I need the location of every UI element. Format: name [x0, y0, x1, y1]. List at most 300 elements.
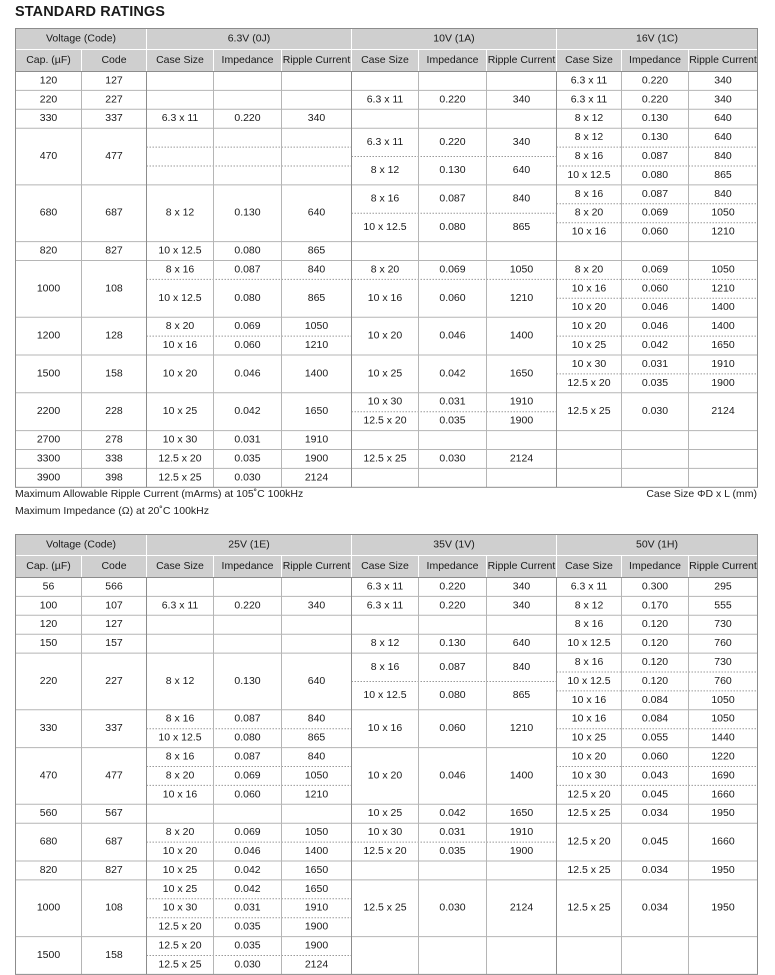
code-value: 827 — [105, 864, 123, 876]
ripple-current-cell: 1400 — [304, 368, 329, 380]
case-size-cell: 6.3 x 11 — [161, 600, 199, 612]
case-size-cell: 6.3 x 11 — [570, 75, 608, 87]
impedance-cell: 0.069 — [641, 207, 669, 219]
case-size-cell: 12.5 x 25 — [158, 959, 202, 971]
case-size-cell: 6.3 x 11 — [570, 94, 608, 106]
case-size-cell: 10 x 25 — [367, 808, 403, 820]
code-value: 127 — [105, 619, 123, 631]
impedance-cell: 0.087 — [439, 193, 466, 205]
header-ripple-current: Ripple Current — [689, 54, 757, 66]
ripple-current-cell: 640 — [512, 638, 531, 650]
cap-value: 560 — [39, 808, 58, 820]
ripple-current-cell: 840 — [512, 193, 531, 205]
ripple-current-cell: 340 — [714, 75, 732, 87]
case-size-cell: 12.5 x 20 — [363, 846, 407, 858]
ripple-current-cell: 1050 — [711, 713, 735, 725]
impedance-cell: 0.220 — [234, 113, 261, 125]
header-case-size: Case Size — [565, 54, 613, 66]
case-size-cell: 8 x 12 — [370, 638, 400, 650]
case-size-cell: 6.3 x 11 — [366, 581, 404, 593]
cap-value: 2700 — [36, 434, 61, 446]
ripple-current-cell: 840 — [714, 188, 732, 200]
ripple-current-cell: 340 — [307, 113, 326, 125]
impedance-cell: 0.080 — [234, 732, 261, 744]
case-size-cell: 10 x 12.5 — [567, 675, 611, 687]
code-value: 107 — [105, 600, 123, 612]
impedance-cell: 0.170 — [641, 600, 669, 612]
ripple-current-cell: 1910 — [509, 827, 534, 839]
impedance-cell: 0.035 — [234, 940, 261, 952]
header-voltage: 10V (1A) — [433, 33, 475, 45]
impedance-cell: 0.046 — [234, 368, 261, 380]
code-value: 827 — [105, 245, 123, 257]
impedance-cell: 0.034 — [641, 864, 669, 876]
impedance-cell: 0.031 — [439, 827, 466, 839]
case-size-cell: 10 x 12.5 — [158, 292, 202, 304]
ripple-current-cell: 1440 — [711, 732, 735, 744]
ripple-current-cell: 1050 — [304, 770, 329, 782]
ripple-current-cell: 1400 — [304, 846, 329, 858]
case-size-cell: 10 x 16 — [571, 713, 607, 725]
ripple-current-cell: 1900 — [304, 453, 329, 465]
impedance-cell: 0.069 — [234, 770, 261, 782]
ripple-current-cell: 2124 — [304, 472, 329, 484]
impedance-cell: 0.060 — [439, 723, 466, 735]
ripple-current-cell: 1050 — [711, 694, 735, 706]
ripple-current-cell: 1900 — [509, 415, 534, 427]
ripple-current-cell: 1400 — [509, 330, 534, 342]
header-code: Code — [101, 54, 127, 66]
impedance-cell: 0.042 — [439, 368, 466, 380]
code-value: 127 — [105, 75, 123, 87]
impedance-cell: 0.030 — [439, 453, 466, 465]
header-impedance: Impedance — [426, 54, 479, 66]
ripple-current-cell: 2124 — [304, 959, 329, 971]
page-title: STANDARD RATINGS — [15, 4, 166, 20]
case-size-cell: 8 x 16 — [574, 188, 604, 200]
case-size-cell: 12.5 x 20 — [158, 453, 202, 465]
case-size-cell: 8 x 16 — [574, 151, 604, 163]
ripple-current-cell: 840 — [714, 151, 732, 163]
ripple-current-cell: 1210 — [711, 226, 735, 238]
ripple-current-cell: 640 — [714, 132, 732, 144]
code-value: 228 — [105, 406, 123, 418]
code-value: 337 — [105, 113, 123, 125]
ripple-current-cell: 840 — [512, 661, 531, 673]
case-size-cell: 10 x 30 — [162, 902, 198, 914]
case-size-cell: 12.5 x 25 — [567, 902, 611, 914]
case-size-cell: 10 x 12.5 — [567, 638, 611, 650]
impedance-cell: 0.031 — [439, 396, 466, 408]
case-size-cell: 8 x 20 — [165, 770, 195, 782]
case-size-cell: 12.5 x 20 — [567, 836, 611, 848]
ripple-current-cell: 1050 — [304, 827, 329, 839]
impedance-cell: 0.130 — [439, 165, 466, 177]
case-size-cell: 10 x 12.5 — [363, 221, 407, 233]
ratings-table-low-voltage — [15, 28, 758, 488]
impedance-cell: 0.046 — [439, 770, 466, 782]
ripple-note: Maximum Allowable Ripple Current (mArms) at 105˚C 100kHz — [15, 488, 304, 500]
case-size-cell: 10 x 30 — [571, 770, 607, 782]
case-size-cell: 10 x 20 — [367, 770, 403, 782]
case-size-cell: 8 x 12 — [370, 165, 400, 177]
case-size-cell: 6.3 x 11 — [366, 600, 404, 612]
impedance-cell: 0.034 — [641, 902, 669, 914]
case-size-cell: 8 x 16 — [370, 661, 400, 673]
header-voltage: 6.3V (0J) — [227, 33, 271, 45]
ripple-current-cell: 865 — [307, 732, 326, 744]
impedance-cell: 0.060 — [234, 340, 261, 352]
case-size-cell: 8 x 16 — [370, 193, 400, 205]
case-size-cell: 8 x 12 — [574, 600, 604, 612]
case-size-cell: 10 x 16 — [162, 789, 198, 801]
case-size-cell: 8 x 20 — [370, 264, 400, 276]
ripple-current-cell: 640 — [307, 207, 326, 219]
impedance-cell: 0.087 — [234, 713, 261, 725]
ripple-current-cell: 760 — [714, 638, 732, 650]
ripple-current-cell: 1050 — [304, 321, 329, 333]
ripple-current-cell: 2124 — [509, 453, 534, 465]
header-ripple-current: Ripple Current — [487, 560, 556, 572]
ripple-current-cell: 640 — [512, 165, 531, 177]
code-value: 158 — [105, 368, 123, 380]
header-voltage: 35V (1V) — [433, 539, 475, 551]
impedance-cell: 0.060 — [234, 789, 261, 801]
cap-value: 120 — [39, 75, 58, 87]
ripple-current-cell: 1650 — [304, 883, 329, 895]
header-voltage: 50V (1H) — [636, 539, 678, 551]
ratings-grid — [15, 534, 758, 975]
ripple-current-cell: 1650 — [509, 368, 534, 380]
case-size-cell: 8 x 12 — [574, 113, 604, 125]
case-size-cell: 6.3 x 11 — [366, 136, 404, 148]
code-value: 278 — [105, 434, 123, 446]
case-size-cell: 12.5 x 25 — [158, 472, 202, 484]
code-value: 108 — [105, 902, 123, 914]
impedance-cell: 0.030 — [234, 472, 261, 484]
impedance-cell: 0.220 — [439, 94, 466, 106]
header-case-size: Case Size — [565, 560, 613, 572]
impedance-cell: 0.060 — [641, 283, 669, 295]
header-impedance: Impedance — [629, 560, 681, 572]
ripple-current-cell: 1950 — [711, 808, 735, 820]
ripple-current-cell: 730 — [714, 657, 732, 669]
ripple-current-cell: 865 — [714, 169, 732, 181]
header-impedance: Impedance — [221, 54, 274, 66]
code-value: 338 — [105, 453, 123, 465]
ripple-current-cell: 640 — [714, 113, 732, 125]
cap-value: 3300 — [36, 453, 61, 465]
ripple-current-cell: 340 — [512, 136, 531, 148]
ripple-current-cell: 865 — [512, 221, 531, 233]
header-ripple-current: Ripple Current — [282, 560, 351, 572]
impedance-cell: 0.084 — [641, 694, 669, 706]
ripple-current-cell: 1900 — [304, 921, 329, 933]
impedance-cell: 0.060 — [641, 226, 669, 238]
case-size-cell: 10 x 20 — [367, 330, 403, 342]
case-size-cell: 10 x 30 — [367, 827, 403, 839]
code-value: 567 — [105, 808, 123, 820]
code-value: 477 — [105, 151, 123, 163]
ripple-current-cell: 1910 — [509, 396, 534, 408]
ripple-current-cell: 1910 — [304, 434, 329, 446]
case-size-cell: 10 x 20 — [162, 368, 198, 380]
code-value: 337 — [105, 723, 123, 735]
cap-value: 680 — [39, 836, 58, 848]
ripple-current-cell: 1900 — [304, 940, 329, 952]
case-size-cell: 10 x 30 — [571, 358, 607, 370]
impedance-cell: 0.035 — [234, 453, 261, 465]
impedance-cell: 0.046 — [234, 846, 261, 858]
cap-value: 330 — [39, 113, 58, 125]
impedance-cell: 0.220 — [439, 136, 466, 148]
case-size-cell: 8 x 16 — [165, 713, 195, 725]
impedance-cell: 0.042 — [234, 406, 261, 418]
case-size-cell: 8 x 20 — [165, 827, 195, 839]
case-size-cell: 10 x 16 — [571, 694, 607, 706]
ripple-current-cell: 865 — [512, 690, 531, 702]
impedance-cell: 0.031 — [641, 358, 669, 370]
header-case-size: Case Size — [156, 560, 204, 572]
code-value: 398 — [105, 472, 123, 484]
ripple-current-cell: 1050 — [711, 264, 735, 276]
impedance-cell: 0.080 — [439, 221, 466, 233]
case-size-cell: 10 x 25 — [571, 732, 607, 744]
impedance-cell: 0.035 — [234, 921, 261, 933]
impedance-cell: 0.031 — [234, 434, 261, 446]
ripple-current-cell: 1650 — [304, 406, 329, 418]
case-size-cell: 8 x 20 — [165, 321, 195, 333]
impedance-cell: 0.220 — [641, 94, 669, 106]
impedance-cell: 0.069 — [641, 264, 669, 276]
header-voltage-code: Voltage (Code) — [46, 539, 116, 551]
ripple-current-cell: 1210 — [509, 292, 534, 304]
case-size-cell: 10 x 12.5 — [567, 169, 611, 181]
ripple-current-cell: 1950 — [711, 864, 735, 876]
header-cap: Cap. (µF) — [26, 560, 71, 572]
impedance-cell: 0.087 — [234, 751, 261, 763]
impedance-cell: 0.087 — [234, 264, 261, 276]
case-size-cell: 8 x 12 — [165, 675, 195, 687]
case-size-cell: 10 x 20 — [571, 751, 607, 763]
cap-value: 3900 — [36, 472, 61, 484]
impedance-cell: 0.120 — [641, 638, 669, 650]
impedance-cell: 0.300 — [641, 581, 669, 593]
ripple-current-cell: 2124 — [509, 902, 534, 914]
cap-value: 220 — [39, 94, 58, 106]
header-voltage: 16V (1C) — [636, 33, 678, 45]
impedance-cell: 0.130 — [234, 207, 261, 219]
impedance-cell: 0.084 — [641, 713, 669, 725]
header-ripple-current: Ripple Current — [689, 560, 757, 572]
case-size-cell: 8 x 12 — [165, 207, 195, 219]
ripple-current-cell: 1050 — [509, 264, 534, 276]
case-size-cell: 12.5 x 20 — [567, 789, 611, 801]
ripple-current-cell: 340 — [714, 94, 732, 106]
ripple-current-cell: 1400 — [711, 302, 735, 314]
impedance-cell: 0.042 — [439, 808, 466, 820]
case-size-cell: 10 x 30 — [367, 396, 403, 408]
ripple-current-cell: 865 — [307, 245, 326, 257]
ripple-current-cell: 1660 — [711, 836, 735, 848]
header-impedance: Impedance — [629, 54, 681, 66]
case-size-cell: 10 x 25 — [367, 368, 403, 380]
header-voltage-code: Voltage (Code) — [46, 33, 116, 45]
impedance-cell: 0.130 — [439, 638, 466, 650]
ripple-current-cell: 340 — [512, 581, 531, 593]
ripple-current-cell: 730 — [714, 619, 732, 631]
code-value: 566 — [105, 581, 123, 593]
impedance-cell: 0.130 — [641, 113, 669, 125]
impedance-cell: 0.045 — [641, 789, 669, 801]
code-value: 108 — [105, 283, 123, 295]
cap-value: 1000 — [36, 902, 61, 914]
impedance-cell: 0.080 — [234, 292, 261, 304]
cap-value: 120 — [39, 619, 58, 631]
ripple-current-cell: 340 — [512, 600, 531, 612]
case-size-cell: 6.3 x 11 — [366, 94, 404, 106]
impedance-cell: 0.031 — [234, 902, 261, 914]
case-size-cell: 10 x 20 — [571, 321, 607, 333]
ripple-current-cell: 1400 — [509, 770, 534, 782]
ripple-current-cell: 340 — [512, 94, 531, 106]
case-size-cell: 12.5 x 20 — [363, 415, 407, 427]
header-case-size: Case Size — [156, 54, 204, 66]
case-size-cell: 10 x 12.5 — [158, 245, 202, 257]
impedance-cell: 0.080 — [641, 169, 669, 181]
impedance-cell: 0.087 — [641, 151, 669, 163]
case-size-cell: 12.5 x 25 — [567, 808, 611, 820]
ripple-current-cell: 295 — [714, 581, 732, 593]
impedance-cell: 0.042 — [234, 864, 261, 876]
impedance-cell: 0.060 — [641, 751, 669, 763]
case-size-note: Case Size ΦD x L (mm) — [646, 488, 757, 500]
impedance-cell: 0.087 — [641, 188, 669, 200]
impedance-cell: 0.035 — [439, 846, 466, 858]
cap-value: 150 — [39, 638, 58, 650]
case-size-cell: 10 x 16 — [571, 283, 607, 295]
cap-value: 820 — [39, 864, 58, 876]
ripple-current-cell: 1650 — [711, 340, 735, 352]
code-value: 477 — [105, 770, 123, 782]
cap-value: 1500 — [36, 949, 61, 961]
cap-value: 330 — [39, 723, 58, 735]
ripple-current-cell: 840 — [307, 264, 326, 276]
cap-value: 470 — [39, 770, 58, 782]
cap-value: 1200 — [36, 330, 61, 342]
case-size-cell: 12.5 x 20 — [158, 940, 202, 952]
cap-value: 470 — [39, 151, 58, 163]
ripple-current-cell: 760 — [714, 675, 732, 687]
case-size-cell: 8 x 12 — [574, 132, 604, 144]
impedance-cell: 0.034 — [641, 808, 669, 820]
impedance-cell: 0.030 — [439, 902, 466, 914]
case-size-cell: 12.5 x 25 — [363, 902, 407, 914]
impedance-cell: 0.120 — [641, 657, 669, 669]
impedance-cell: 0.030 — [234, 959, 261, 971]
ripple-current-cell: 1400 — [711, 321, 735, 333]
ripple-current-cell: 1910 — [304, 902, 329, 914]
case-size-cell: 10 x 20 — [162, 846, 198, 858]
impedance-cell: 0.042 — [234, 883, 261, 895]
case-size-cell: 10 x 25 — [162, 864, 198, 876]
impedance-cell: 0.130 — [234, 675, 261, 687]
impedance-cell: 0.035 — [641, 377, 669, 389]
cap-value: 680 — [39, 207, 58, 219]
header-voltage: 25V (1E) — [228, 539, 270, 551]
cap-value: 1000 — [36, 283, 61, 295]
case-size-cell: 8 x 16 — [165, 264, 195, 276]
header-impedance: Impedance — [426, 560, 479, 572]
code-value: 227 — [105, 675, 123, 687]
code-value: 157 — [105, 638, 123, 650]
ratings-grid — [15, 28, 758, 488]
case-size-cell: 10 x 25 — [162, 883, 198, 895]
impedance-cell: 0.120 — [641, 675, 669, 687]
case-size-cell: 8 x 16 — [165, 751, 195, 763]
case-size-cell: 10 x 16 — [367, 723, 403, 735]
cap-value: 220 — [39, 675, 58, 687]
impedance-cell: 0.043 — [641, 770, 669, 782]
code-value: 158 — [105, 949, 123, 961]
header-ripple-current: Ripple Current — [487, 54, 556, 66]
code-value: 687 — [105, 836, 123, 848]
case-size-cell: 6.3 x 11 — [570, 581, 608, 593]
case-size-cell: 10 x 30 — [162, 434, 198, 446]
ripple-current-cell: 1650 — [304, 864, 329, 876]
ripple-current-cell: 640 — [307, 675, 326, 687]
code-value: 687 — [105, 207, 123, 219]
code-value: 128 — [105, 330, 123, 342]
cap-value: 100 — [39, 600, 58, 612]
header-code: Code — [101, 560, 127, 572]
case-size-cell: 10 x 16 — [367, 292, 403, 304]
header-ripple-current: Ripple Current — [282, 54, 351, 66]
ripple-current-cell: 1210 — [711, 283, 735, 295]
case-size-cell: 8 x 20 — [574, 264, 604, 276]
impedance-cell: 0.087 — [439, 661, 466, 673]
impedance-cell: 0.080 — [439, 690, 466, 702]
impedance-cell: 0.035 — [439, 415, 466, 427]
impedance-cell: 0.055 — [641, 732, 669, 744]
case-size-cell: 10 x 12.5 — [158, 732, 202, 744]
impedance-cell: 0.220 — [234, 600, 261, 612]
ripple-current-cell: 1900 — [711, 377, 735, 389]
case-size-cell: 12.5 x 25 — [567, 864, 611, 876]
impedance-cell: 0.069 — [234, 321, 261, 333]
ripple-current-cell: 1050 — [711, 207, 735, 219]
ripple-current-cell: 1210 — [304, 340, 329, 352]
case-size-cell: 12.5 x 25 — [363, 453, 407, 465]
code-value: 227 — [105, 94, 123, 106]
ripple-current-cell: 1660 — [711, 789, 735, 801]
case-size-cell: 8 x 16 — [574, 619, 604, 631]
ripple-current-cell: 555 — [714, 600, 732, 612]
ripple-current-cell: 2124 — [711, 406, 735, 418]
case-size-cell: 8 x 20 — [574, 207, 604, 219]
impedance-cell: 0.220 — [439, 600, 466, 612]
case-size-cell: 10 x 25 — [571, 340, 607, 352]
case-size-cell: 12.5 x 20 — [567, 377, 611, 389]
impedance-cell: 0.046 — [641, 302, 669, 314]
ripple-current-cell: 340 — [307, 600, 326, 612]
ripple-current-cell: 865 — [307, 292, 326, 304]
case-size-cell: 10 x 25 — [162, 406, 198, 418]
ripple-current-cell: 1950 — [711, 902, 735, 914]
ripple-current-cell: 1910 — [711, 358, 735, 370]
cap-value: 2200 — [36, 406, 61, 418]
impedance-cell: 0.045 — [641, 836, 669, 848]
